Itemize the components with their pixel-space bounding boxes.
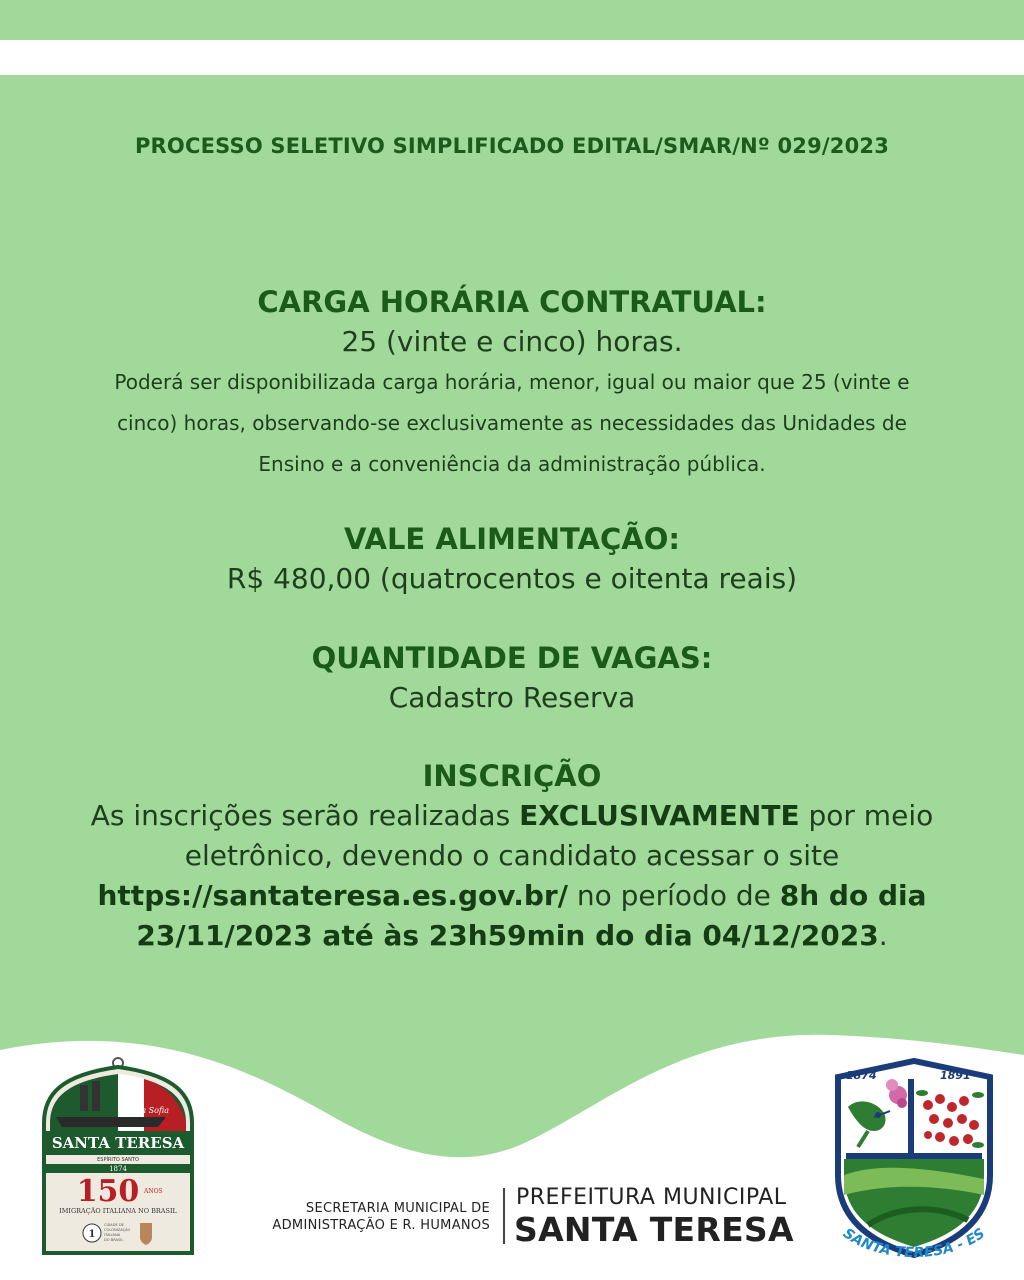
logo-year-text: 1874 bbox=[109, 1165, 127, 1173]
logo-state-text: ESPÍRITO SANTO bbox=[97, 1157, 139, 1163]
carga-value: 25 (vinte e cinco) horas. bbox=[341, 325, 683, 358]
section-vagas bbox=[30, 638, 994, 718]
inscricao-heading: INSCRIÇÃO bbox=[422, 759, 602, 793]
logo-brand-text: La Sofia bbox=[136, 1106, 170, 1115]
carga-note-line3: Ensino e a conveniência da administração pública. bbox=[258, 452, 766, 476]
inscricao-line3 bbox=[30, 876, 994, 916]
carga-note-line1: Poderá ser disponibilizada carga horária, menor, igual ou maior que 25 (vinte e bbox=[114, 370, 910, 394]
logo-subtitle-text: IMIGRAÇÃO ITALIANA NO BRASIL bbox=[59, 1207, 177, 1215]
logo-small-line1: CIDADE DE bbox=[104, 1223, 124, 1227]
process-title: PROCESSO SELETIVO SIMPLIFICADO EDITAL/SMAR/Nº 029/2023 bbox=[134, 134, 890, 158]
santa-teresa-150-anos-logo bbox=[40, 1055, 196, 1258]
vagas-value: Cadastro Reserva bbox=[388, 681, 636, 714]
inscricao-l3c: 8h do dia bbox=[779, 879, 927, 912]
carga-heading: CARGA HORÁRIA CONTRATUAL: bbox=[257, 285, 767, 319]
coat-banner-text: SANTA TERESA - ES bbox=[839, 1225, 989, 1262]
vale-value: R$ 480,00 (quatrocentos e oitenta reais) bbox=[226, 562, 798, 595]
logo-small-line4: DO BRASIL bbox=[104, 1238, 124, 1242]
footer-divider bbox=[503, 1188, 505, 1244]
logo-small-line2: COLONIZAÇÃO bbox=[104, 1228, 131, 1232]
logo-anos-text: ANOS bbox=[144, 1188, 163, 1195]
inscricao-l1a: As inscrições serão realizadas bbox=[90, 799, 520, 832]
inscricao-line2: eletrônico, devendo o candidato acessar o site bbox=[184, 839, 840, 872]
secretaria-text bbox=[200, 1200, 490, 1234]
section-vale-alimentacao bbox=[30, 519, 994, 599]
inscricao-exclusivamente: EXCLUSIVAMENTE bbox=[519, 799, 800, 832]
inscricao-site-link[interactable]: https://santateresa.es.gov.br/ bbox=[97, 879, 568, 912]
inscricao-line4 bbox=[30, 916, 994, 956]
inscricao-line1 bbox=[30, 796, 994, 836]
logo-number-text: 150 bbox=[76, 1174, 140, 1209]
inscricao-l3b: no período de bbox=[567, 879, 780, 912]
prefeitura-line2: SANTA TERESA bbox=[514, 1210, 794, 1249]
section-carga-horaria bbox=[30, 282, 994, 485]
inscricao-l4b: . bbox=[878, 919, 888, 952]
santa-teresa-coat-of-arms bbox=[828, 1055, 1000, 1265]
white-band bbox=[0, 40, 1024, 75]
carga-note-line2: cinco) horas, observando-se exclusivamente as necessidades das Unidades de bbox=[117, 411, 907, 435]
top-band bbox=[0, 0, 1024, 40]
vagas-heading: QUANTIDADE DE VAGAS: bbox=[311, 641, 713, 675]
coat-year-left: 1874 bbox=[846, 1069, 877, 1082]
section-inscricao bbox=[30, 756, 994, 956]
svg-text:1: 1 bbox=[88, 1229, 96, 1240]
secretaria-line2: ADMINISTRAÇÃO E R. HUMANOS bbox=[272, 1218, 490, 1233]
logo-small-line3: ITALIANA bbox=[104, 1233, 121, 1237]
prefeitura-line1: PREFEITURA MUNICIPAL bbox=[516, 1185, 787, 1210]
vale-heading: VALE ALIMENTAÇÃO: bbox=[344, 522, 680, 556]
inscricao-l1c: por meio bbox=[799, 799, 934, 832]
inscricao-period: 23/11/2023 até às 23h59min do dia 04/12/2023 bbox=[136, 919, 879, 952]
secretaria-line1: SECRETARIA MUNICIPAL DE bbox=[305, 1201, 490, 1216]
coat-year-right: 1891 bbox=[940, 1069, 971, 1082]
logo-city-text: SANTA TERESA bbox=[51, 1134, 185, 1152]
